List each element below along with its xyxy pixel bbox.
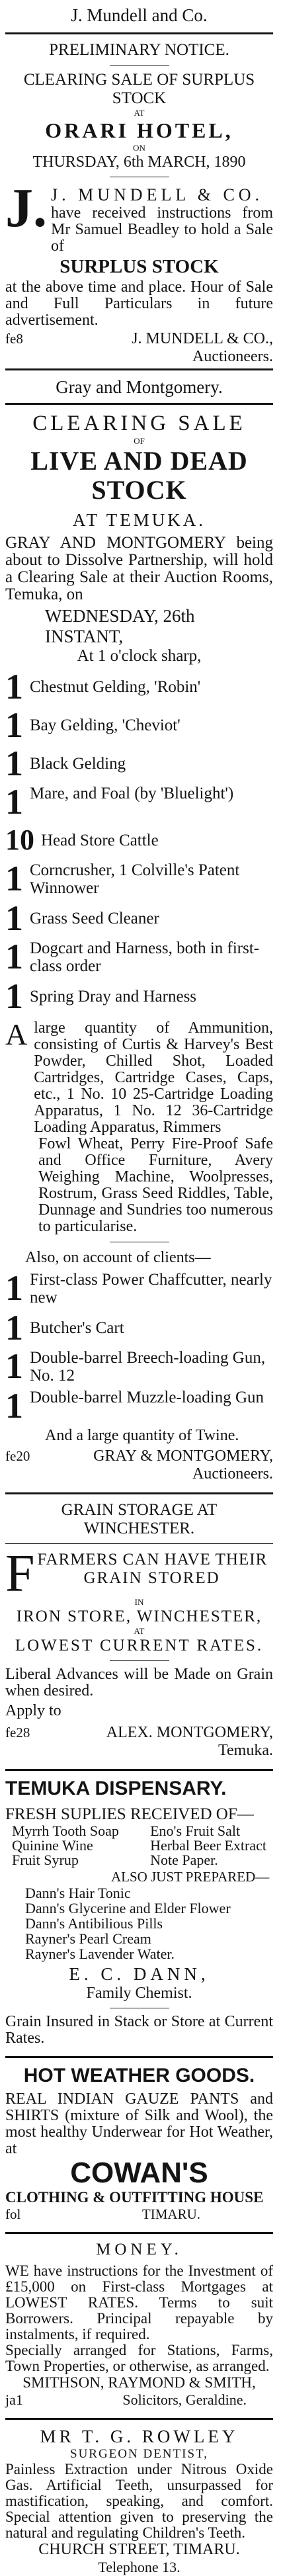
lot-quantity: 1 [5,705,23,745]
lot-quantity: 1 [5,1308,23,1348]
lot-description: Mare, and Foal (by 'Bluelight') [30,785,234,802]
hot-heading: HOT WEATHER GOODS. [23,2065,255,2086]
money-heading: MONEY. [96,2241,182,2258]
prepared-item: Dann's Hair Tonic [25,1885,131,1901]
lot-item [5,1268,273,1308]
cowans-brand: COWAN'S [70,2157,208,2189]
prepared-item: Dann's Antibilious Pills [25,1915,163,1932]
divider [5,403,273,405]
dispensary-left-items [12,1824,119,1868]
hot-body: REAL INDIAN GAUZE PANTS and SHIRTS (mixture of Silk and Wool), the most healthy Underwear for Hot Weather, at [5,2090,273,2157]
divider [5,2418,273,2420]
live-dead-stock: LIVE AND DEAD STOCK [30,446,248,505]
at-temuka: AT TEMUKA. [72,510,206,530]
lot-item [5,1346,273,1386]
twine-text: And a large quantity of Twine. [45,1427,239,1444]
signature-role: Auctioneers. [192,1465,273,1482]
lot-item [5,861,273,897]
lot-quantity: 1 [5,1346,23,1386]
dispensary-item: Herbal Beer Extract [150,1837,266,1854]
drop-cap-j: J. [5,177,47,239]
future-particulars: at the above time and place. Hour of Sale and Full Particulars in future advertisement. [5,279,273,329]
lot-item [5,898,273,938]
rowley-address: CHURCH STREET, TIMARU. [38,2541,240,2558]
divider [5,368,273,370]
mundell-header: J. Mundell and Co. [71,5,208,25]
smithson-firm: SMITHSON, RAYMOND & SMITH, [22,2374,256,2391]
sale-date: THURSDAY, 6th MARCH, 1890 [32,153,246,171]
dispensary-item: Note Paper. [150,1852,218,1868]
ammunition-text: large quantity of Ammunition, consisting of Curtis & Harvey's Best Powder, Chilled Shot, Loaded Cartridges, Cartridge Cases, Caps, etc., 1 No. 10 25-Cartridge Loading Apparatus, 1 No. 12 36-Cartridge Loading Apparatus, Rimmers [34,1019,273,1136]
lot-quantity: 1 [5,744,23,783]
short-rule [110,1660,169,1661]
clients-label: Also, on account of clients— [25,1249,211,1266]
issue-mark: fol [5,2206,21,2222]
lot-description: Butcher's Cart [30,1318,124,1337]
lot-description: Double-barrel Breech-loading Gun, No. 12 [30,1349,266,1385]
advances-text: Liberal Advances will be Made on Grain when desired. [5,1666,273,1699]
lot-quantity: 10 [5,824,34,856]
dispensary-item: Eno's Fruit Salt [150,1823,241,1839]
in-label: IN [134,1597,144,1607]
lot-item [5,1308,273,1348]
clearing-date: WEDNESDAY, 26th INSTANT, [45,606,195,646]
client-lot-list [5,1268,273,1426]
dispensary-lead: FRESH SUPLIES RECEIVED OF— [5,1805,254,1823]
montgomery-name: ALEX. MONTGOMERY, [106,1724,273,1741]
lot-description: Dogcart and Harness, both in first-class order [30,939,260,975]
lot-description: Double-barrel Muzzle-loading Gun [30,1389,264,1406]
lot-item [5,976,273,1016]
issue-mark: fe28 [5,1725,30,1740]
money-body: WE have instructions for the Investment of £15,000 on First-class Mortgages at LOWEST RATES. Terms to suit Borrowers. Principal repayable by instalments, if required. [5,2262,273,2342]
divider [5,32,273,34]
grain-heading: GRAIN STORAGE AT WINCHESTER. [61,1501,218,1537]
divider [5,1543,273,1544]
lot-description: Grass Seed Cleaner [30,909,159,927]
dispensary-heading: TEMUKA DISPENSARY. [5,1778,227,1799]
dispensary-item: Myrrh Tooth Soap [12,1823,119,1839]
rowley-dentist [5,2426,273,2576]
lot-description: Chestnut Gelding, 'Robin' [30,677,201,696]
money-body-2: Specially arranged for Stations, Farms, Town Properties, or otherwise, as arranged. [5,2342,273,2374]
grain-lead-2: GRAIN STORED [83,1569,220,1587]
dann-name: E. C. DANN, [69,1964,210,1984]
lot-description: Spring Dray and Harness [30,987,197,1006]
lot-description: Bay Gelding, 'Cheviot' [30,716,181,734]
lot-item [5,705,273,745]
issue-mark: fe8 [5,331,23,347]
lot-quantity: 1 [5,782,23,822]
dann-role: Family Chemist. [86,1985,192,2002]
lot-item [5,667,273,707]
clearing-intro: GRAY AND MONTGOMERY being about to Dissolve Partnership, will hold a Clearing Sale at their Auction Rooms, Temuka, on [5,534,273,603]
divider [5,1769,273,1771]
lot-quantity: 1 [5,859,23,898]
prepared-item: Rayner's Lavender Water. [25,1946,175,1962]
sundries-text: Fowl Wheat, Perry Fire-Proof Safe and Office Furniture, Avery Weighing Machine, Woolpresses, Rostrum, Grass Seed Riddles, Table, Dunnage and Sundries too numerous to particularise. [38,1135,273,1235]
clearing-time: At 1 o'clock sharp, [77,647,202,665]
lot-quantity: 1 [5,937,23,976]
lot-quantity: 1 [5,976,23,1016]
lot-quantity: 1 [5,667,23,707]
hot-weather-goods [5,2065,273,2223]
cowans-town: TIMARU. [141,2206,200,2222]
lot-item [5,1386,273,1426]
clearing-title: CLEARING SALE [32,411,246,435]
lot-description: Black Gelding [30,754,126,773]
grain-storage [5,1501,273,1760]
rowley-role: SURGEON DENTIST, [70,2447,208,2461]
lot-list [5,667,273,1016]
prepared-items [5,1885,273,1961]
rowley-phone: Telephone 13. [98,2559,181,2575]
preliminary-notice [5,41,273,366]
lot-quantity: 1 [5,1386,23,1426]
mundell-firm: J. MUNDELL & CO. [51,185,264,204]
apply-to: Apply to [5,1702,61,1719]
drop-cap-f: F [5,1545,35,1603]
instructions-text: have received instructions from Mr Samuel Beadley to hold a Sale of [51,204,273,255]
grain-lead: FARMERS CAN HAVE THEIR [37,1551,268,1568]
lot-description: Head Store Cattle [41,831,159,849]
issue-mark: fe20 [5,1448,30,1464]
signature-firm: J. MUNDELL & CO., [132,330,273,347]
divider [5,1492,273,1494]
dispensary-right-items [150,1824,266,1868]
preliminary-heading: PRELIMINARY NOTICE. [49,41,229,59]
newspaper-column [5,5,273,2576]
prepared-label: ALSO JUST PREPARED— [111,1869,270,1885]
temuka-dispensary [5,1778,273,2047]
dispensary-item: Quinine Wine [12,1837,93,1854]
orari-hotel: ORARI HOTEL, [45,118,233,142]
lot-quantity: 1 [5,1268,23,1308]
signature-firm: GRAY & MONTGOMERY, [93,1447,273,1465]
gray-header: Gray and Montgomery. [56,377,223,397]
grain-insured: Grain Insured in Stack or Store at Current Rates. [5,2013,273,2047]
prepared-item: Dann's Glycerine and Elder Flower [25,1900,231,1916]
clothing-house: CLOTHING & OUTFITTING HOUSE [5,2189,264,2206]
lot-quantity: 1 [5,898,23,938]
iron-store: IRON STORE, WINCHESTER, [16,1608,262,1625]
on-label: ON [133,143,145,153]
divider [5,2056,273,2058]
prepared-item: Rayner's Pearl Cream [25,1930,151,1947]
lot-quantity-a: A [5,1017,28,1051]
lot-description: First-class Power Chaffcutter, nearly new [30,1271,272,1307]
lot-item [5,823,273,857]
lowest-rates: LOWEST CURRENT RATES. [15,1637,264,1654]
money-notice [5,2241,273,2409]
lot-item [5,939,273,975]
lot-item [5,782,273,822]
rowley-name: MR T. G. ROWLEY [40,2426,239,2446]
surplus-stock: SURPLUS STOCK [60,256,219,277]
rowley-body: Painless Extraction under Nitrous Oxide Gas. Artificial Teeth, unsurpassed for mastification, speaking, and comfort. Special attention given to preserving the natural and regulating Children's Teeth. [5,2461,273,2541]
lot-item [5,746,273,781]
signature-role: Auctioneers. [192,348,273,365]
at-label: AT [134,108,145,118]
dispensary-item: Fruit Syrup [12,1852,79,1868]
clearing-surplus-line: CLEARING SALE OF SURPLUS STOCK [23,71,255,107]
divider [5,2232,273,2234]
montgomery-town: Temuka. [218,1742,273,1759]
issue-mark: ja1 [5,2391,23,2408]
clearing-sale [5,411,273,1483]
of-label: OF [134,436,145,446]
lot-description: Corncrusher, 1 Colville's Patent Winnower [30,861,240,897]
smithson-role: Solicitors, Geraldine. [122,2391,247,2408]
at-label: AT [134,1626,145,1636]
